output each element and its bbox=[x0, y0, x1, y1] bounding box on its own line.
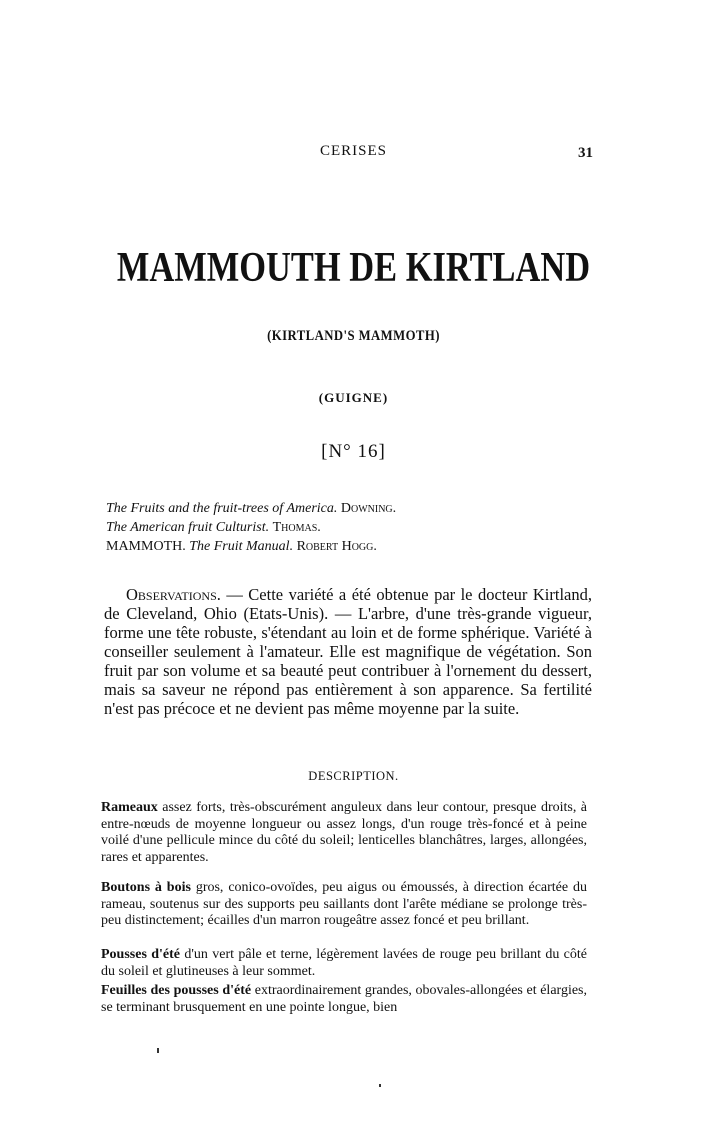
description-text: gros, conico-ovoïdes, peu aigus ou émoussés, à direction écartée du rameau, soutenus sur des supports peu saillants dont l'arête médiane se prolonge très-peu distinctement; écailles d'un marron rougeâtre assez foncé et peu brillant. bbox=[101, 880, 587, 928]
description-item-rameaux bbox=[101, 800, 587, 866]
observations-text: — Cette variété a été obtenue par le docteur Kirtland, de Cleveland, Ohio (Etats-Unis). — L'arbre, d'une très-grande vigueur, forme une tête robuste, s'étendant au loin et de forme sphérique. Variété à conseiller seulement à l'amateur. Elle est magnifique de végétation. Son fruit par son volume et sa beauté peut contribuer à l'ornement du dessert, mais sa saveur ne répond pas entièrement à son apparence. Sa fertilité n'est pas précoce et ne devient pas même moyenne par la suite. bbox=[104, 585, 592, 718]
description-term: Feuilles des pousses d'été bbox=[101, 983, 252, 998]
description-text: assez forts, très-obscurément anguleux dans leur contour, presque droits, à entre-nœuds de moyenne longueur ou assez longs, d'un rouge très-foncé et à peine voilé d'une pellicule mince du côté du soleil; lenticelles blanchâtres, larges, allongées, rares et apparentes. bbox=[101, 800, 587, 865]
number-label: [N° 16] bbox=[321, 441, 386, 462]
description-term: Rameaux bbox=[101, 800, 158, 815]
running-head: CERISES bbox=[319, 143, 387, 159]
reference-3 bbox=[106, 537, 606, 556]
observations-paragraph bbox=[104, 585, 592, 718]
description-item-pousses bbox=[101, 947, 587, 980]
description-text: d'un vert pâle et terne, légèrement lavées de rouge peu brillant du côté du soleil et glutineuses à leur sommet. bbox=[101, 947, 587, 979]
description-item-boutons bbox=[101, 880, 587, 930]
reference-1 bbox=[106, 499, 606, 518]
references bbox=[106, 499, 606, 556]
reference-author: Robert Hogg. bbox=[296, 539, 377, 554]
reference-author: Downing. bbox=[340, 501, 397, 516]
description-item-feuilles bbox=[101, 983, 587, 1016]
page-number: 31 bbox=[578, 145, 593, 161]
scan-speck bbox=[379, 1084, 381, 1087]
reference-work: The American fruit Culturist. bbox=[106, 520, 270, 535]
reference-2 bbox=[106, 518, 606, 537]
description-heading: DESCRIPTION. bbox=[308, 769, 399, 783]
reference-work: The Fruits and the fruit-trees of America. bbox=[106, 501, 338, 516]
reference-author: Thomas. bbox=[272, 520, 321, 535]
description-term: Pousses d'été bbox=[101, 947, 181, 962]
observations-label: Observations. bbox=[126, 585, 221, 604]
page-title: MAMMOUTH DE KIRTLAND bbox=[116, 245, 591, 291]
scan-speck bbox=[157, 1048, 159, 1053]
description-term: Boutons à bois bbox=[101, 880, 191, 895]
subtitle: (KIRTLAND'S MAMMOTH) bbox=[267, 328, 440, 344]
type-label: (GUIGNE) bbox=[318, 390, 389, 405]
reference-prefix: MAMMOTH. bbox=[106, 539, 186, 554]
reference-work: The Fruit Manual. bbox=[189, 539, 294, 554]
description-text: extraordinairement grandes, obovales-allongées et élargies, se terminant brusquement en une pointe longue, bien bbox=[101, 983, 587, 1015]
